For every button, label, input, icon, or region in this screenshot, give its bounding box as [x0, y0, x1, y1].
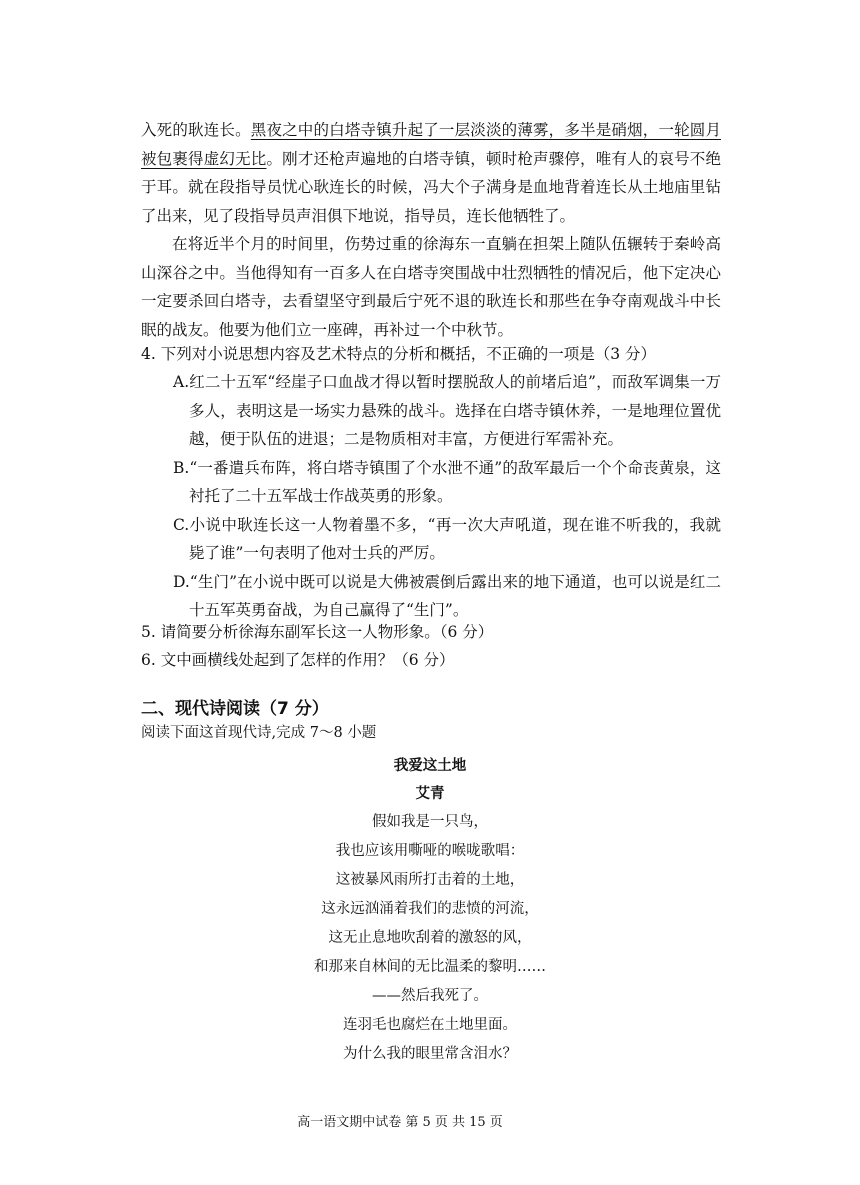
poem-line: 连羽毛也腐烂在土地里面。: [343, 1017, 517, 1033]
poem-line: 这被暴风雨所打击着的土地，: [335, 872, 525, 888]
passage-text: 在将近半个月的时间里，伤势过重的徐海东一直躺在担架上随队伍辗转于秦岭高山深谷之中。当他得知有一百多人在白塔寺突围战中壮烈牺牲的情况后，他下定决心一定要杀回白塔寺，去看望坚守到最后宁死不退的耿连长和那些在争夺南观战斗中长眠的战友。他要为他们立一座碑，再补过一个中秋节。: [141, 235, 721, 339]
question-5: 5. 请简要分析徐海东副军长这一人物形象。（6 分）: [141, 623, 494, 641]
passage-paragraph-2: [141, 230, 721, 344]
poem-line: 我也应该用嘶哑的喉咙歌唱：: [335, 843, 525, 859]
option-c: C.小说中耿连长这一人物着墨不多，“再一次大声吼道，现在谁不听我的，我就毙了谁”一句表明了他对士兵的严厉。: [173, 515, 721, 562]
option-d: D.“生门”在小说中既可以说是大佛被震倒后露出来的地下通道，也可以说是红二十五军英勇奋战，为自己赢得了“生门”。: [173, 572, 721, 619]
poem-line: 为什么我的眼里常含泪水？: [343, 1046, 517, 1062]
underlined-sentence: 黑夜之中的白塔寺镇升起了一层淡淡的薄雾，多半是硝烟，一轮圆月被包裹得虚幻无比: [141, 121, 721, 168]
poem-title: 我爱这土地: [393, 757, 467, 774]
page-footer: 高一语文期中试卷 第 5 页 共 15 页: [297, 1115, 503, 1130]
question-4-stem: 4. 下列对小说思想内容及艺术特点的分析和概括，不正确的一项是（3 分）: [141, 345, 657, 363]
option-a: A.红二十五军“经崖子口血战才得以暂时摆脱敌人的前堵后追”，而敌军调集一万多人，表明这是一场实力悬殊的战斗。选择在白塔寺镇休养，一是地理位置优越，便于队伍的进退；二是物质相对丰富，方便进行军需补充。: [173, 373, 721, 448]
passage-text: 。刚才还枪声遍地的白塔寺镇，顿时枪声骤停，唯有人的哀号不绝于耳。就在段指导员忧心耿连长的时候，冯大个子满身是血地背着连长从土地庙里钻了出来，见了段指导员声泪俱下地说，指导员，连长他牺牲了。: [141, 149, 721, 225]
question-6: 6. 文中画横线处起到了怎样的作用？（6 分）: [141, 651, 455, 669]
poem-author: 艾青: [415, 785, 445, 802]
section-title: 二、现代诗阅读（7 分）: [141, 699, 329, 719]
option-b: B.“一番遣兵布阵，将白塔寺镇围了个水泄不通”的敌军最后一个个命丧黄泉，这衬托了二十五军战士作战英勇的形象。: [173, 458, 721, 505]
poem-line: 和那来自林间的无比温柔的黎明……: [314, 959, 546, 975]
poem-line: 这永远汹涌着我们的悲愤的河流，: [321, 901, 539, 917]
poem-line: 这无止息地吹刮着的激怒的风，: [328, 930, 532, 946]
poem-line: ——然后我死了。: [372, 988, 488, 1004]
passage-text: 入死的耿连长。: [141, 121, 251, 139]
poem-line: 假如我是一只鸟，: [372, 814, 488, 830]
section-instruction: 阅读下面这首现代诗,完成 7～8 小题: [141, 725, 377, 741]
poem: [230, 752, 630, 1069]
passage-paragraph-1: [141, 116, 721, 230]
question-4-options: [173, 368, 721, 625]
